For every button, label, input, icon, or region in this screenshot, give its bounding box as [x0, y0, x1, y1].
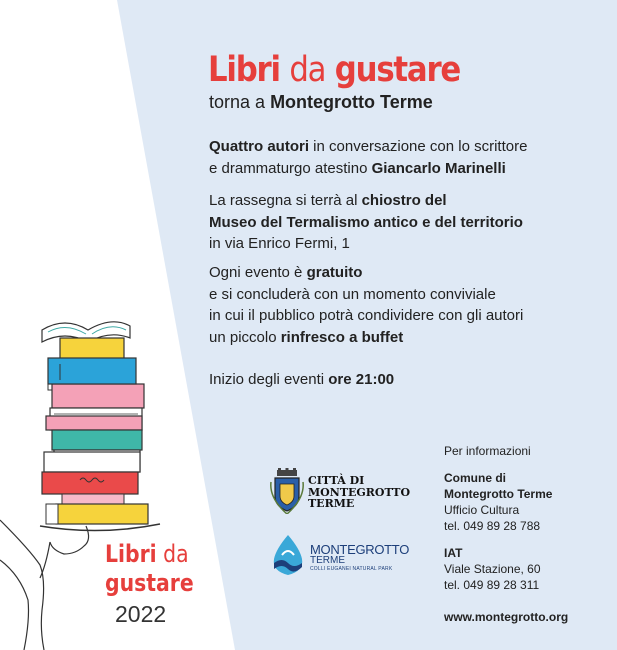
- coat-of-arms-icon: [269, 468, 305, 514]
- paragraph-free-event: Ogni evento è gratuito e si concluderà con un momento conviviale in cui il pubblico potrà condividere con gli autori un piccolo rinfresco a buffet: [209, 264, 524, 346]
- event-subtitle: torna a Montegrotto Terme: [209, 92, 433, 112]
- paragraph-start-time: Inizio degli eventi ore 21:00: [209, 371, 395, 388]
- info-header: Per informazioni: [444, 444, 531, 458]
- book-stack-illustration: [0, 310, 200, 650]
- logo-citta-text: CITTÀ DI MONTEGROTTO TERME: [308, 474, 411, 510]
- paragraph-venue: La rassegna si terrà al chiostro del Museo del Termalismo antico e del territorio in via Enrico Fermi, 1: [209, 192, 523, 252]
- event-title: Libri da gustare: [208, 50, 461, 90]
- cover-title: Libri da gustare: [105, 540, 194, 597]
- logo-terme-title: MONTEGROTTO: [310, 542, 410, 557]
- website-link[interactable]: www.montegrotto.org: [444, 610, 569, 624]
- logo-terme-tagline: COLLI EUGANEI NATURAL PARK: [310, 566, 393, 572]
- info-comune: Comune di Montegrotto Terme Ufficio Cultura tel. 049 89 28 788: [444, 471, 553, 533]
- paragraph-authors: Quattro autori in conversazione con lo scrittore e drammaturgo atestino Giancarlo Marinelli: [209, 138, 528, 177]
- cover-year: 2022: [115, 601, 167, 627]
- montegrotto-terme-drop-icon: [268, 533, 308, 577]
- logo-terme-subtitle: TERME: [310, 555, 345, 566]
- info-iat: IAT Viale Stazione, 60 tel. 049 89 28 311: [444, 546, 541, 592]
